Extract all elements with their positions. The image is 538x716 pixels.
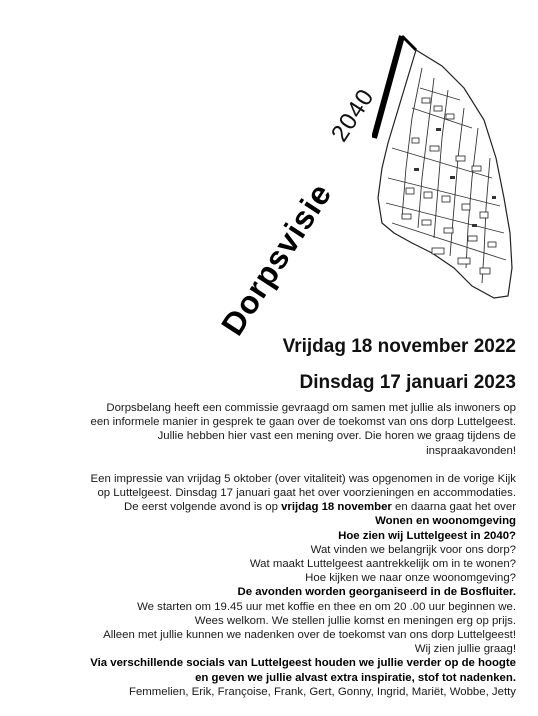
impression-line: op Luttelgeest. Dinsdag 17 januari gaat het over voorzieningen en accommodaties. — [97, 487, 516, 500]
question-line: Wat vinden we belangrijk voor ons dorp? — [310, 543, 516, 556]
location-line: De avonden worden georganiseerd in de Bosfluiter. — [237, 586, 516, 599]
socials-line: Via verschillende socials van Luttelgeest houden we jullie verder op de hoogte — [90, 657, 516, 670]
socials-line: en geven we jullie alvast extra inspiratie, stof tot nadenken. — [195, 671, 516, 684]
topic-heading: Wonen en woonomgeving — [375, 515, 516, 528]
see-you-line: Wij zien jullie graag! — [414, 643, 516, 656]
village-map-illustration — [372, 28, 522, 328]
flyer-body — [58, 401, 516, 699]
next-evening-post: en daarna gaat het over — [391, 501, 516, 514]
date-second-evening: Dinsdag 17 januari 2023 — [299, 372, 516, 393]
intro-line: Dorpsbelang heeft een commissie gevraagd om samen met jullie als inwoners op — [106, 402, 516, 414]
intro-line: inspraakavonden! — [426, 444, 516, 457]
topic-subheading: Hoe zien wij Luttelgeest in 2040? — [338, 529, 516, 542]
next-evening-date: vrijdag 18 november — [281, 501, 392, 514]
next-evening-pre: De eerst volgende avond is op — [124, 501, 282, 514]
impression-line: Een impressie van vrijdag 5 oktober (over vitaliteit) was opgenomen in de vorige Kijk — [90, 472, 516, 485]
start-time-line: We starten om 19.45 uur met koffie en thee en om 20 .00 uur beginnen we. — [137, 600, 516, 613]
welcome-line: Wees welkom. We stellen jullie komst en meningen erg op prijs. — [194, 614, 516, 627]
date-first-evening: Vrijdag 18 november 2022 — [282, 336, 516, 357]
committee-names: Femmelien, Erik, Françoise, Frank, Gert, Gonny, Ingrid, Mariët, Wobbe, Jetty — [129, 685, 516, 698]
flyer-title: Dorpsvisie — [214, 176, 339, 342]
together-line: Alleen met jullie kunnen we nadenken over de toekomst van ons dorp Luttelgeest! — [103, 629, 516, 642]
flyer-year: 2040 — [326, 83, 380, 147]
intro-line: Jullie hebben hier vast een mening over. Die horen we graag tijdens de — [157, 430, 516, 443]
question-line: Hoe kijken we naar onze woonomgeving? — [305, 572, 516, 585]
next-evening-line — [58, 500, 516, 514]
question-line: Wat maakt Luttelgeest aantrekkelijk om in te wonen? — [249, 558, 516, 571]
intro-line: een informele manier in gesprek te gaan over de toekomst van ons dorp Luttelgeest. — [90, 416, 516, 429]
